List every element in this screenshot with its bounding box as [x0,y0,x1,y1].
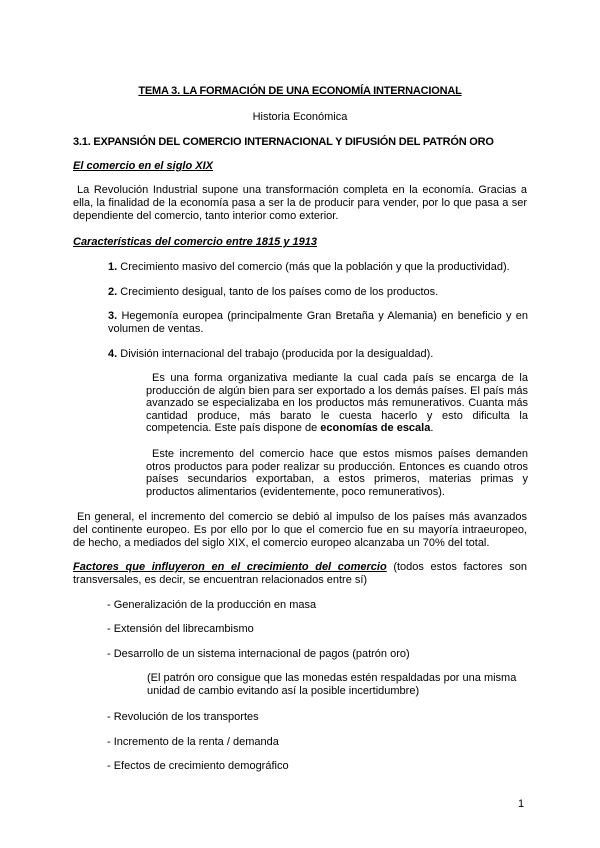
item-text: Crecimiento desigual, tanto de los países como de los productos. [120,286,439,298]
document-title: TEMA 3. LA FORMACIÓN DE UNA ECONOMÍA INTERNACIONAL [138,85,462,97]
item-text: Crecimiento masivo del comercio (más que la población y que la productividad). [120,261,510,273]
subheading-comercio-siglo: El comercio en el siglo XIX [73,160,213,172]
factor-item: - Desarrollo de un sistema internacional de pagos (patrón oro) [107,648,410,660]
factor-item: - Efectos de crecimiento demográfico [107,760,289,772]
item-text: División internacional del trabajo (producida por la desigualdad). [120,348,434,360]
indented-paragraph-1 [146,372,528,435]
item-number: 4. [108,348,118,360]
factor-item: - Extensión del librecambismo [107,623,254,635]
item-number: 3. [108,310,118,322]
item-text: Hegemonía europea (principalmente Gran Bretaña y Alemania) en beneficio y en volumen de ventas. [108,310,528,335]
list-item-4 [108,348,528,361]
item-number: 2. [108,286,118,298]
intro-paragraph: La Revolución Industrial supone una transformación completa en la economía. Gracias a ella, la finalidad de la economía pasa a ser la de producir para vender, por lo que pasa a ser dependiente del comercio, tanto interior como exterior. [73,184,527,222]
ind1-text: Es una forma organizativa mediante la cual cada país se encarga de la producción de algún bien para ser exportado a los demás países. El país más avanzado se especializaba en los productos más remunerativos. Cuanta más cantidad produce, más barato le cuesta hacerlo y esto dificulta la competencia. Este país dispone de [146,372,528,434]
list-item-1 [108,261,528,274]
ind1-bold: economías de escala [320,422,431,434]
list-item-2 [108,286,528,299]
indented-paragraph-2: Este incremento del comercio hace que estos mismos países demanden otros productos para poder realizar su producción. Entonces es cuando otros países secundarios exportaban, a estos primeros, materias primas y productos alimentarios (evidentemente, poco remunerativos). [146,448,528,498]
ind1-end: . [430,422,434,434]
list-item-3 [108,310,528,336]
factor-item: - Revolución de los transportes [107,711,259,723]
subheading-caracteristicas: Características del comercio entre 1815 y 1913 [73,236,317,248]
factor-item: - Incremento de la renta / demanda [107,736,279,748]
factors-heading: Factores que influyeron en el crecimiento del comercio [73,561,387,573]
document-subtitle: Historia Económica [252,111,348,123]
factor-item: - Generalización de la producción en masa [107,599,317,611]
section-heading: 3.1. EXPANSIÓN DEL COMERCIO INTERNACIONAL Y DIFUSIÓN DEL PATRÓN ORO [73,136,494,148]
general-paragraph: En general, el incremento del comercio se debió al impulso de los países más avanzados del continente europeo. Es por ello por lo que el comercio fue en su mayoría intraeuropeo, de hecho, a mediados del siglo XIX, el comercio europeo alcanzaba un 70% del total. [73,511,527,549]
page-number: 1 [518,798,525,810]
factors-intro [73,561,527,587]
factors-rest: (todos estos factores son transversales, es decir, se encuentran relacionados entre sí) [73,561,528,586]
item-number: 1. [108,261,118,273]
patron-oro-note: (El patrón oro consigue que las monedas estén respaldadas por una misma unidad de cambio evitando así la posible incertidumbre) [147,672,517,697]
